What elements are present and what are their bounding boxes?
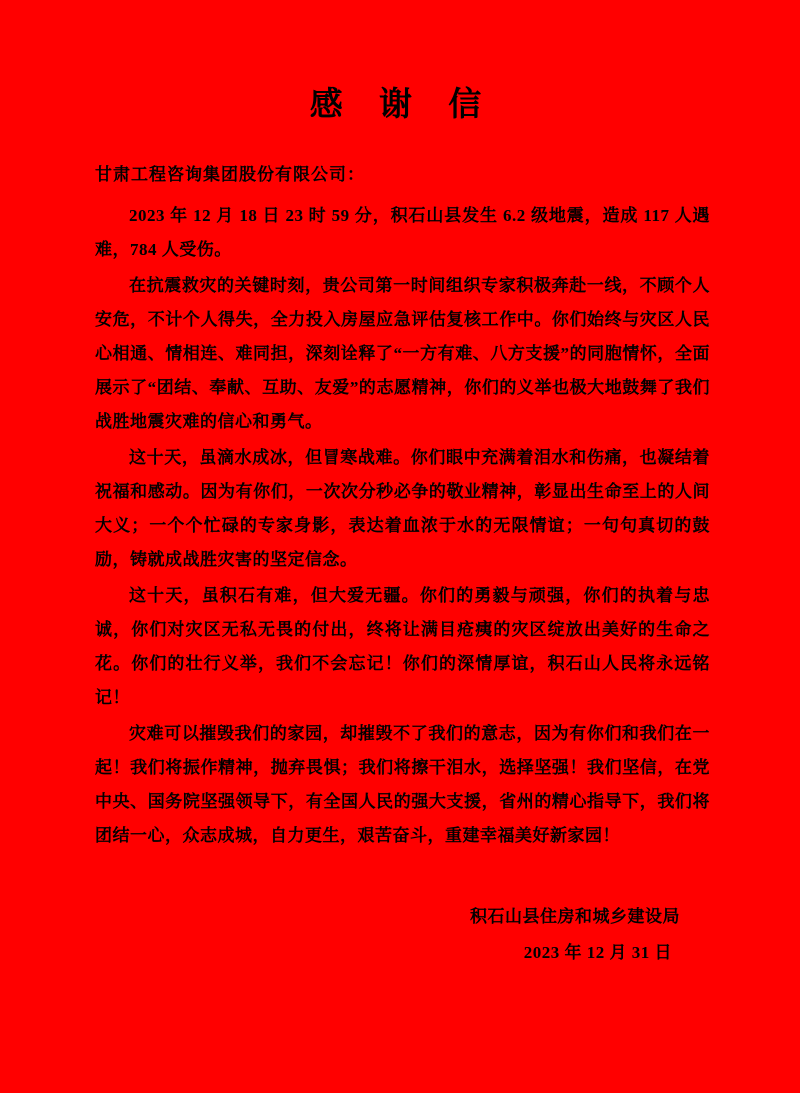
body-paragraph-2: 在抗震救灾的关键时刻，贵公司第一时间组织专家积极奔赴一线，不顾个人安危，不计个人得失，全力投入房屋应急评估复核工作中。你们始终与灾区人民心相通、情相连、难同担，深刻诠释了“一方有难、八方支援”的同胞情怀，全面展示了“团结、奉献、互助、友爱”的志愿精神，你们的义举也极大地鼓舞了我们战胜地震灾难的信心和勇气。	[95, 276, 710, 432]
body-paragraph-3: 这十天，虽滴水成冰，但冒寒战难。你们眼中充满着泪水和伤痛，也凝结着祝福和感动。因为有你们，一次次分秒必争的敬业精神，彰显出生命至上的人间大义；一个个忙碌的专家身影，表达着血浓于水的无限情谊；一句句真切的鼓励，铸就成战胜灾害的坚定信念。	[95, 448, 710, 570]
signature-block	[95, 899, 710, 970]
signature-date: 2023 年 12 月 31 日	[523, 942, 672, 962]
body-paragraph-5: 灾难可以摧毁我们的家园，却摧毁不了我们的意志，因为有你们和我们在一起！我们将振作精神，抛弃畏惧；我们将擦干泪水，选择坚强！我们坚信，在党中央、国务院坚强领导下，有全国人民的强大支援，省州的精心指导下，我们将团结一心，众志成城，自力更生，艰苦奋斗，重建幸福美好新家园！	[95, 724, 710, 846]
signature-organization: 积石山县住房和城乡建设局	[470, 907, 680, 927]
body-paragraph-4: 这十天，虽积石有难，但大爱无疆。你们的勇毅与顽强，你们的执着与忠诚，你们对灾区无私无畏的付出，终将让满目疮痍的灾区绽放出美好的生命之花。你们的壮行义举，我们不会忘记！你们的深情厚谊，积石山人民将永远铭记！	[95, 586, 710, 708]
page-title: 感 谢 信	[309, 87, 496, 123]
body-paragraph-1: 2023 年 12 月 18 日 23 时 59 分，积石山县发生 6.2 级地震，造成 117 人遇难，784 人受伤。	[95, 206, 710, 260]
salutation: 甘肃工程咨询集团股份有限公司：	[95, 165, 365, 184]
